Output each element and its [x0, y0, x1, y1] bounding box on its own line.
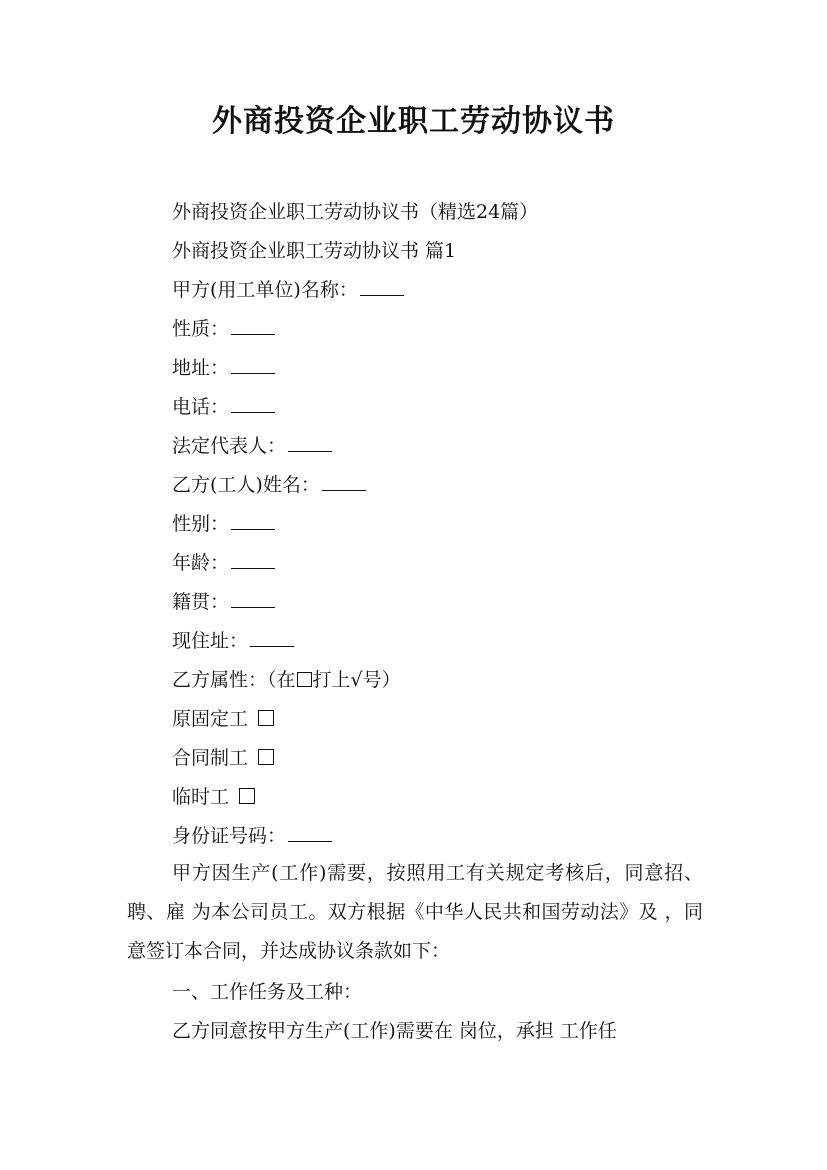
party-a-phone-row	[172, 393, 275, 421]
party-a-nature-label: 性质：	[172, 318, 230, 340]
party-a-nature-blank	[231, 316, 275, 335]
party-b-attribute-label-start: 乙方属性：（在	[172, 669, 296, 691]
party-a-legal-rep-row	[172, 432, 332, 460]
party-b-name-row	[172, 471, 366, 499]
party-b-id-label: 身份证号码：	[172, 825, 287, 847]
party-b-current-address-blank	[250, 628, 294, 647]
party-a-name-row	[172, 276, 404, 304]
intro-paragraph: 甲方因生产(工作)需要，按照用工有关规定考核后，同意招、聘、雇 为本公司员工。双方根据《中华人民共和国劳动法》及 ，同意签订本合同，并达成协议条款如下：	[127, 862, 703, 962]
party-b-native-place-row	[172, 588, 275, 616]
document-title: 外商投资企业职工劳动协议书	[212, 104, 615, 139]
party-b-attribute-label-end: 打上√号）	[312, 669, 401, 691]
party-a-address-blank	[231, 355, 275, 374]
party-b-gender-row	[172, 510, 275, 538]
option-checkbox-contract[interactable]	[258, 749, 274, 765]
party-b-name-label: 乙方(工人)姓名：	[172, 474, 320, 496]
party-a-address-row	[172, 354, 275, 382]
party-b-current-address-row	[172, 627, 294, 655]
clause1-text: 乙方同意按甲方生产(工作)需要在 岗位，承担 工作任	[172, 1020, 617, 1042]
option-row-original-fixed	[172, 705, 274, 733]
party-a-address-label: 地址：	[172, 357, 230, 379]
party-b-gender-label: 性别：	[172, 513, 230, 535]
party-b-id-blank	[288, 823, 332, 842]
party-a-phone-blank	[231, 394, 275, 413]
option-label-contract: 合同制工	[172, 747, 249, 769]
option-row-contract	[172, 744, 274, 772]
option-checkbox-temporary[interactable]	[239, 788, 255, 804]
party-a-nature-row	[172, 315, 275, 343]
party-a-phone-label: 电话：	[172, 396, 230, 418]
party-b-name-blank	[322, 472, 366, 491]
party-b-age-row	[172, 549, 275, 577]
party-a-name-blank	[360, 277, 404, 296]
party-b-attribute-row	[172, 666, 401, 694]
party-a-legal-rep-label: 法定代表人：	[172, 435, 287, 457]
party-b-id-row	[172, 822, 332, 850]
party-a-name-label: 甲方(用工单位)名称：	[172, 279, 358, 301]
option-label-temporary: 临时工	[172, 786, 230, 808]
party-b-age-blank	[231, 550, 275, 569]
subtitle: 外商投资企业职工劳动协议书（精选24篇）	[172, 201, 539, 223]
party-a-legal-rep-blank	[288, 433, 332, 452]
party-b-age-label: 年龄：	[172, 552, 230, 574]
option-label-original-fixed: 原固定工	[172, 708, 249, 730]
checkbox-sample-icon	[297, 672, 312, 687]
party-b-native-place-blank	[231, 589, 275, 608]
option-checkbox-original-fixed[interactable]	[258, 710, 274, 726]
section-heading: 外商投资企业职工劳动协议书 篇1	[172, 240, 457, 262]
option-row-temporary	[172, 783, 255, 811]
party-b-current-address-label: 现住址：	[172, 630, 249, 652]
clause1-heading: 一、工作任务及工种：	[172, 981, 363, 1003]
party-b-native-place-label: 籍贯：	[172, 591, 230, 613]
party-b-gender-blank	[231, 511, 275, 530]
